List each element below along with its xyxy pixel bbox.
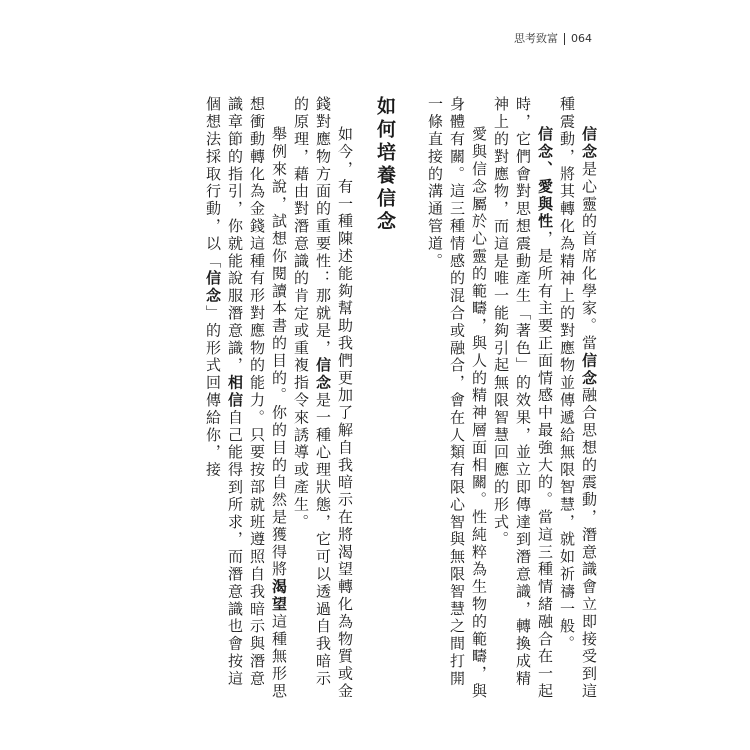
vertical-text-block (80, 96, 600, 704)
emphasis-text: 相信 (226, 374, 244, 410)
body-text: 融合思想的震動，潛意識會立即接受到這種震動，將其轉化為精神上的對應物並傳遞給無限智慧，就如祈禱一般。 (558, 96, 598, 701)
body-text: 是心靈的首席化學家。當 (580, 160, 598, 353)
emphasis-text: 信念 (580, 352, 598, 388)
paragraph (202, 96, 290, 704)
emphasis-text: 信念 (204, 270, 222, 305)
body-text: 舉例來說，試想你閱讀本書的目的。你的目的自然是獲得將 (270, 126, 288, 579)
body-text: 如今，有一種陳述能夠幫助我們更加了解自我暗示在將渴望轉化為物質或金錢對應物方面的重要性：那就是， (314, 96, 354, 701)
body-text: 這種無形思想衝動轉化為金錢這種有形對應物的能力。只要按部就班遵照自我暗示與潛意識章節的指引，你就能說服潛意識， (226, 96, 288, 701)
emphasis-text: 渴望 (270, 578, 288, 614)
body-text: 」的形式回傳給你，接 (204, 304, 222, 479)
running-head (514, 30, 592, 46)
spacer (414, 96, 424, 704)
section-heading: 如何培養信念 (374, 96, 396, 234)
book-title: 思考致富 (514, 32, 558, 45)
section-how-to (202, 96, 356, 704)
emphasis-text: 信念 (314, 357, 332, 392)
body-text: 自己能得到所求，而潛意識也會按這個想法採取行動，以「 (204, 96, 244, 688)
body-text: ，是所有主要正面情感中最強大的。當這三種情緒融合在一起時，它們會對思想震動產生「著色」的效果，並立即傳達到潛意識，轉換成精神上的對應物，而這是唯一能夠引起無限智慧回應的形式。 (492, 96, 554, 701)
section-intro (424, 96, 600, 704)
header-divider (564, 33, 565, 45)
paragraph (424, 96, 490, 704)
paragraph (556, 96, 600, 704)
emphasis-text: 信念、愛與性 (536, 126, 554, 231)
paragraph (290, 96, 356, 704)
paragraph (490, 96, 556, 704)
body-text: 愛與信念屬於心靈的範疇，與人的精神層面相關。性純粹為生物的範疇，與身體有關。這三種情感的混合或融合，會在人類有限心智與無限智慧之間打開一條直接的溝通管道。 (426, 96, 488, 701)
body-text: 是一種心理狀態，它可以透過自我暗示的原理，藉由對潛意識的肯定或重複指令來誘導或產生。 (292, 96, 332, 688)
page-number: 064 (571, 32, 592, 45)
emphasis-text: 信念 (580, 126, 598, 161)
